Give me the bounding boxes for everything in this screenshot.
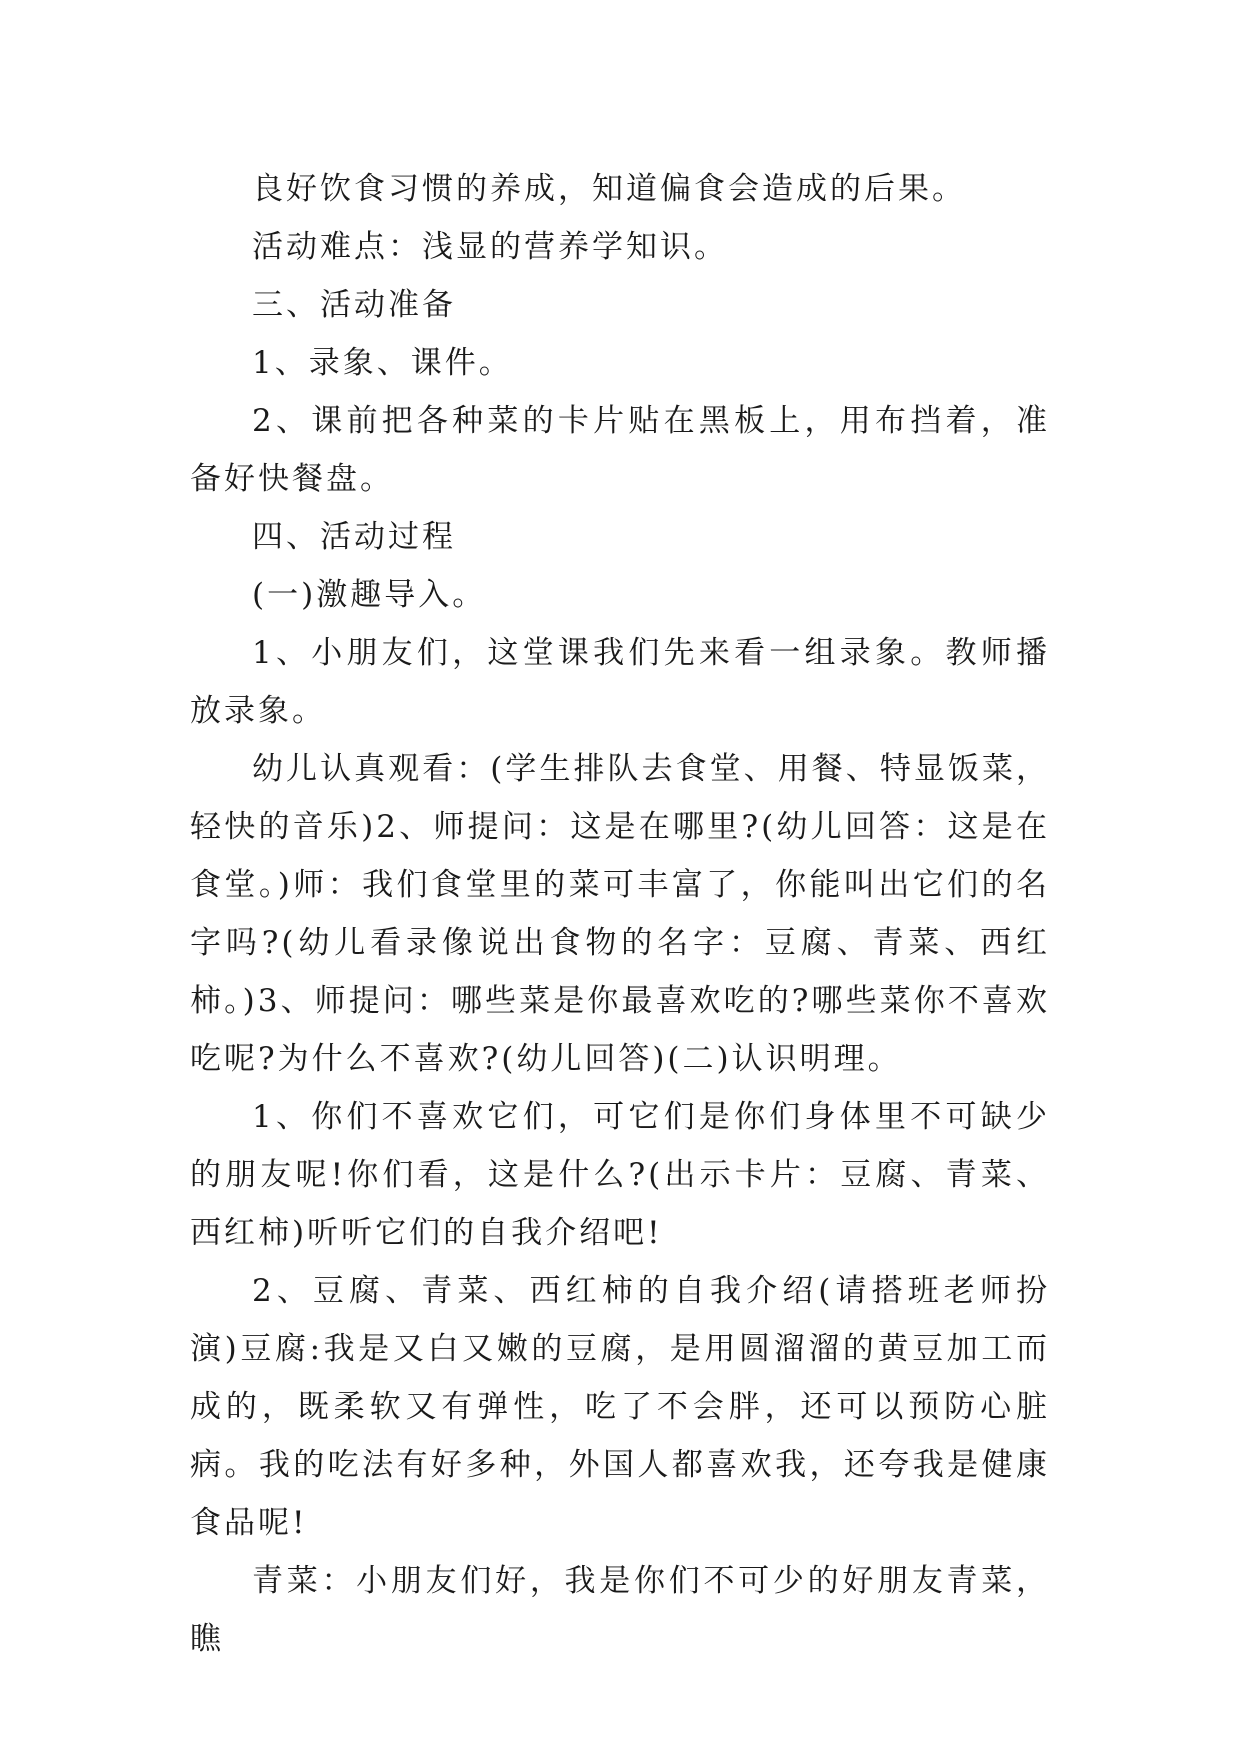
section-heading-process: 四、活动过程 [252, 519, 456, 555]
paragraph-watching: 幼儿认真观看：(学生排队去食堂、用餐、特显饭菜，轻快的音乐)2、师提问：这是在哪里?(幼儿回答：这是在食堂。)师：我们食堂里的菜可丰富了，你能叫出它们的名字吗?(幼儿看录像说出食物的名字：豆腐、青菜、西红柿。)3、师提问：哪些菜是你最喜欢吃的?哪些菜你不喜欢吃呢?为什么不喜欢?(幼儿回答)(二)认识明理。 [190, 751, 1050, 1077]
paragraph-difficulty: 活动难点：浅显的营养学知识。 [252, 229, 728, 265]
section-heading-preparation: 三、活动准备 [252, 287, 456, 323]
paragraph-friends: 1、你们不喜欢它们，可它们是你们身体里不可缺少的朋友呢!你们看，这是什么?(出示卡片：豆腐、青菜、西红柿)听听它们的自我介绍吧! [190, 1099, 1050, 1251]
paragraph-prep-1: 1、录象、课件。 [252, 345, 513, 381]
paragraph-tofu: 2、豆腐、青菜、西红柿的自我介绍(请搭班老师扮演)豆腐:我是又白又嫩的豆腐，是用圆溜溜的黄豆加工而成的，既柔软又有弹性，吃了不会胖，还可以预防心脏病。我的吃法有好多种，外国人都喜欢我，还夸我是健康食品呢! [190, 1273, 1050, 1541]
paragraph-prep-2: 2、课前把各种菜的卡片贴在黑板上，用布挡着，准备好快餐盘。 [190, 403, 1050, 497]
body-text [190, 160, 1050, 1668]
paragraph-habits: 良好饮食习惯的养成，知道偏食会造成的后果。 [252, 171, 966, 207]
subsection-heading-intro: (一)激趣导入。 [252, 577, 487, 613]
paragraph-greens: 青菜：小朋友们好，我是你们不可少的好朋友青菜，瞧 [190, 1563, 1050, 1657]
paragraph-process-1: 1、小朋友们，这堂课我们先来看一组录象。教师播放录象。 [190, 635, 1050, 729]
